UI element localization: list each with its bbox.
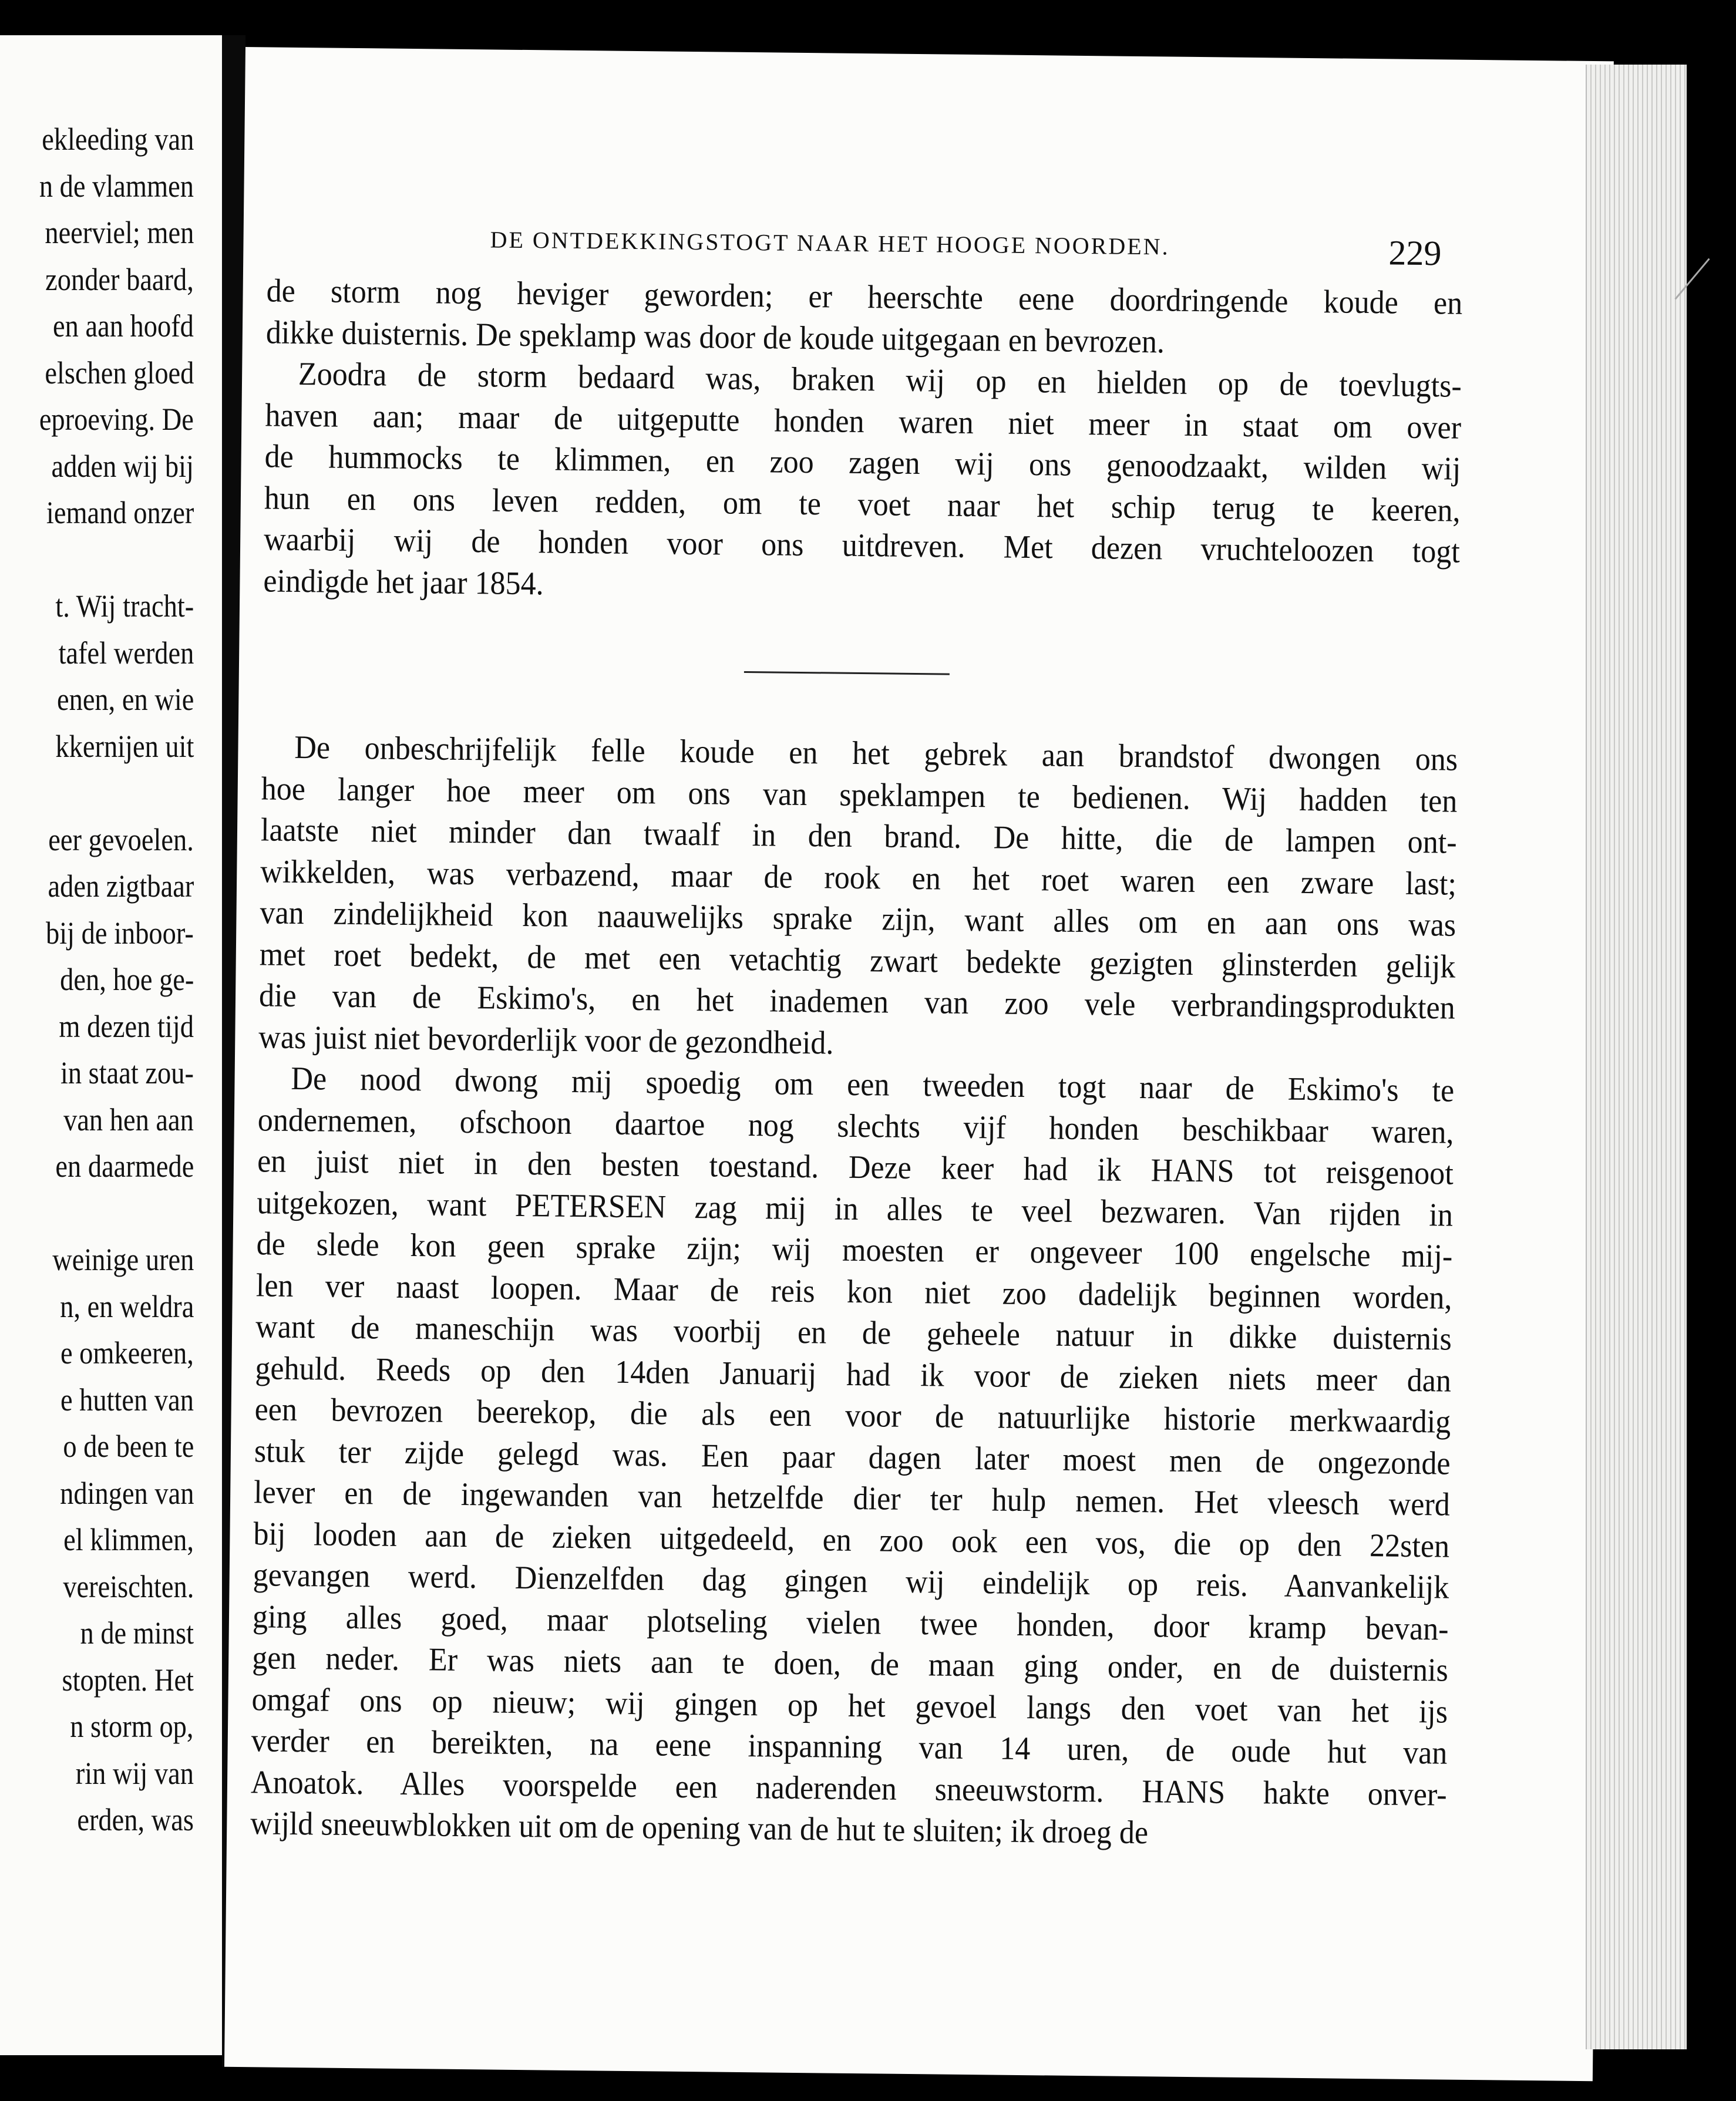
section-divider-rule (744, 671, 950, 675)
text-line: dikke duisternis. De speklamp was door de koude uitgegaan en bevrozen. (265, 314, 1165, 360)
text-line: eindigde het jaar 1854. (263, 562, 544, 602)
left-page-line: in staat zou- (60, 1055, 194, 1090)
text-line: hun en ons leven redden, om te voet naar het schip terug te keeren, (264, 479, 1461, 529)
left-page-line: t. Wij tracht- (55, 588, 194, 624)
left-page-line: m dezen tijd (59, 1008, 194, 1044)
text-line: uitgekozen, want PETERSEN zag mij in alles te veel bezwaren. Van rijden in (257, 1184, 1454, 1234)
left-page-line: weinige uren (52, 1242, 194, 1277)
text-line: verder en bereikten, na eene inspanning van 14 uren, de oude hut van (251, 1722, 1448, 1772)
text-line: want de maneschijn was voorbij en de geheele natuur in dikke duisternis (255, 1308, 1452, 1358)
text-line: laatste niet minder dan twaalf in den brand. De hitte, die de lampen ont- (260, 812, 1457, 861)
text-line: stuk ter zijde gelegd was. Een paar dagen later moest men de ongezonde (254, 1432, 1451, 1482)
text-line: van zindelijkheid kon naauwelijks sprake zijn, want alles om en aan ons was (260, 894, 1456, 944)
left-page-line: eer gevoelen. (48, 821, 194, 857)
left-page-line: eproeving. De (39, 402, 194, 437)
text-line: De nood dwong mij spoedig om een tweeden togt naar de Eskimo's te (291, 1060, 1455, 1109)
left-page-line: bij de inboor- (46, 915, 194, 951)
text-line: De onbeschrijfelijk felle koude en het gebrek aan brandstof dwongen ons (294, 729, 1458, 778)
left-page-line: enen, en wie (56, 682, 194, 717)
left-page-line: ekleeding van (41, 122, 194, 157)
text-line: gevangen werd. Dienzelfden dag gingen wij eindelijk op reis. Aanvankelijk (253, 1557, 1449, 1606)
text-line: die van de Eskimo's, en het inademen van zoo vele verbrandingsprodukten (258, 977, 1455, 1026)
text-line: lever en de ingewanden van hetzelfde dier ter hulp nemen. Het vleesch werd (253, 1474, 1451, 1523)
left-page-line: van hen aan (63, 1102, 194, 1137)
left-page-line: en aan hoofd (53, 308, 194, 344)
left-page-line: erden, was (77, 1802, 194, 1837)
left-page-fragment (0, 35, 226, 2055)
paragraph-4 (250, 1058, 1456, 1857)
text-line: Anoatok. Alles voorspelde een naderenden sneeuwstorm. HANS hakte onver- (250, 1763, 1447, 1813)
left-page-line: aden zigtbaar (48, 868, 194, 904)
left-page-line: n de vlammen (39, 168, 194, 204)
left-page-line: kkernijen uit (55, 728, 194, 764)
left-page-line: adden wij bij (51, 448, 194, 484)
text-line: Zoodra de storm bedaard was, braken wij op en hielden op de toevlugts- (298, 355, 1462, 405)
left-page-line: ndingen van (59, 1475, 194, 1511)
text-line: ging alles goed, maar plotseling vielen twee honden, door kramp bevan- (252, 1598, 1449, 1648)
left-page-line: el klimmen, (63, 1522, 194, 1557)
text-line: de hummocks te klimmen, en zoo zagen wij ons genoodzaakt, wilden wij (264, 438, 1461, 487)
text-line: een bevrozen beerekop, die als een voor de natuurlijke historie merkwaardig (254, 1391, 1451, 1440)
text-line: bij looden aan de zieken uitgedeeld, en zoo ook een vos, die op den 22sten (253, 1515, 1450, 1565)
paragraph-1 (266, 270, 1465, 365)
left-page-line: rin wij van (75, 1755, 194, 1791)
text-line: waarbij wij de honden voor ons uitdreven. Met dezen vruchteloozen togt (263, 521, 1461, 570)
left-page-line: vereischten. (62, 1568, 194, 1604)
left-page-line: o de been te (62, 1429, 194, 1464)
left-page-line: e hutten van (60, 1382, 194, 1417)
left-page-line: den, hoe ge- (59, 962, 194, 997)
left-page-line: stopten. Het (62, 1662, 194, 1698)
text-line: ondernemen, ofschoon daartoe nog slechts vijf honden beschikbaar waren, (257, 1101, 1454, 1151)
text-line: len ver naast loopen. Maar de reis kon niet zoo dadelijk beginnen worden, (255, 1267, 1452, 1317)
running-header: DE ONTDEKKINGSTOGT NAAR HET HOOGE NOORDEN. (490, 226, 1170, 260)
text-line: met roet bedekt, de met een vetachtig zwart bedekte gezigten glinsterden gelijk (259, 935, 1456, 985)
text-line: haven aan; maar de uitgeputte honden waren niet meer in staat om over (265, 396, 1462, 446)
paragraph-3 (258, 726, 1460, 1070)
left-page-line: en daarmede (55, 1149, 194, 1184)
left-page-line: zonder baard, (45, 261, 194, 297)
text-line: wikkelden, was verbazend, maar de rook en het roet waren een zware last; (260, 853, 1457, 903)
text-line: de slede kon geen sprake zijn; wij moesten er ongeveer 100 engelsche mij- (256, 1225, 1453, 1275)
left-page-line: neerviel; men (44, 215, 194, 250)
page-number: 229 (1388, 233, 1442, 273)
body-text (250, 270, 1465, 1857)
text-line: en juist niet in den besten toestand. Deze keer had ik HANS tot reisgenoot (257, 1143, 1454, 1192)
left-page-line: tafel werden (58, 635, 194, 671)
text-line: omgaf ons op nieuw; wij gingen op het gevoel langs den voet van het ijs (251, 1681, 1448, 1730)
text-line: wijld sneeuwblokken uit om de opening van de hut te sluiten; ik droeg de (250, 1805, 1149, 1851)
left-page-line: n storm op, (70, 1709, 194, 1744)
page-stack-edges (1586, 65, 1687, 2049)
left-page-line: n de minst (80, 1615, 194, 1651)
text-line: hoe langer hoe meer om ons van speklampen te bedienen. Wij hadden ten (261, 770, 1458, 820)
text-line: de storm nog heviger geworden; er heerschte eene doordringende koude en (266, 272, 1463, 322)
left-page-line: elschen gloed (44, 355, 194, 390)
paragraph-2 (263, 353, 1464, 614)
left-page-line: n, en weldra (59, 1288, 194, 1324)
text-line: gehuld. Reeds op den 14den Januarij had ik voor de zieken niets meer dan (255, 1349, 1452, 1399)
right-page (224, 47, 1614, 2081)
text-line: gen neder. Er was niets aan te doen, de maan ging onder, en de duisternis (251, 1639, 1449, 1689)
left-page-line: e omkeeren, (60, 1335, 194, 1371)
text-line: was juist niet bevorderlijk voor de gezondheid. (258, 1018, 834, 1062)
left-page-line: iemand onzer (46, 495, 194, 530)
